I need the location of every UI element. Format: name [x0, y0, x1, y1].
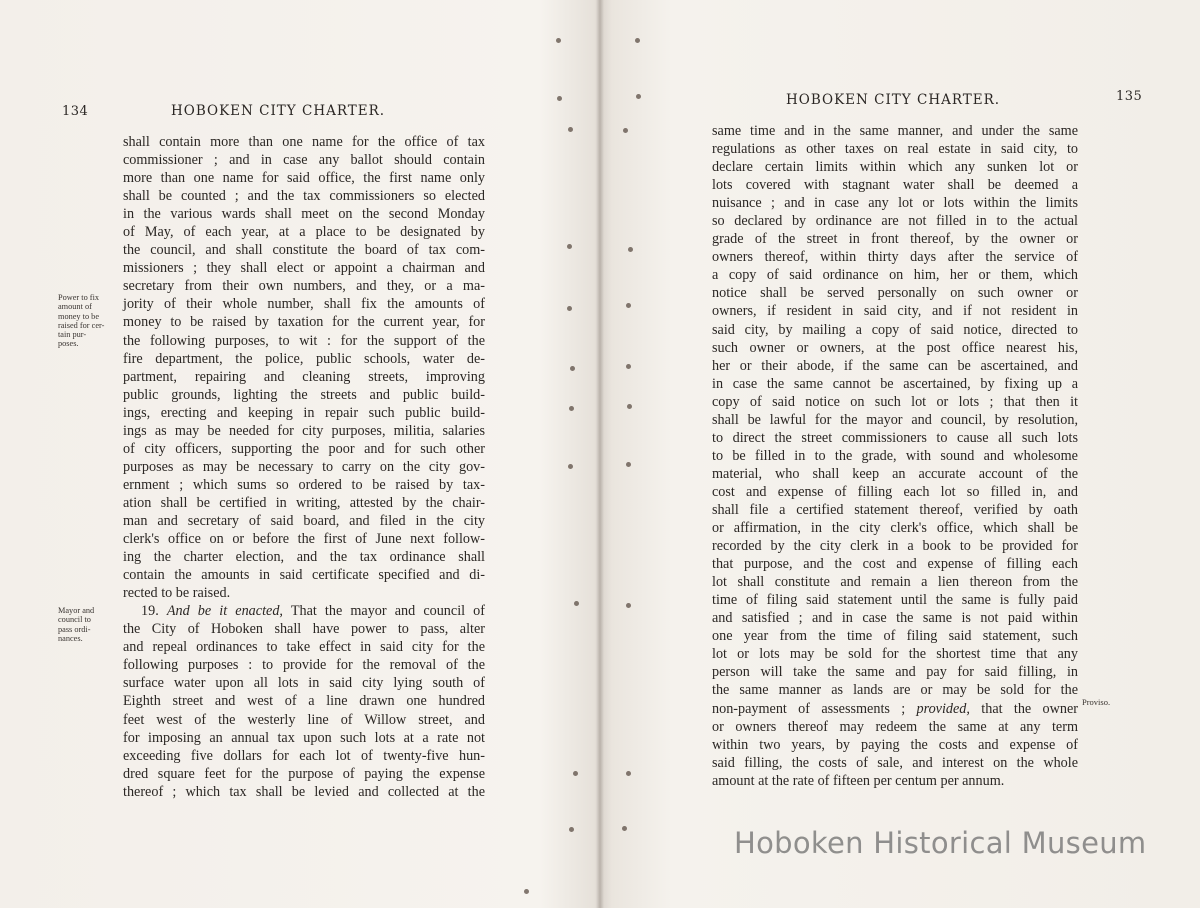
text-line: following purposes : to provide for the removal of the	[123, 657, 485, 674]
text-line: clerk's office on or before the first of June next follow-	[123, 531, 485, 548]
text-line: lot or lots may be sold for the shortest time that any	[712, 646, 1078, 663]
binding-hole	[568, 127, 573, 132]
text-line: declare certain limits within which any sunken lot or	[712, 159, 1078, 176]
binding-hole	[570, 366, 575, 371]
text-line: ings as may be needed for city purposes, militia, salaries	[123, 422, 485, 439]
right-running-head: HOBOKEN CITY CHARTER.	[786, 92, 1001, 108]
text-line: or owners thereof may redeem the same at any term	[712, 718, 1078, 735]
text-line: partment, repairing and cleaning streets, improving	[123, 368, 485, 385]
binding-hole	[627, 404, 632, 409]
left-body-text	[123, 133, 485, 801]
left-page-number: 134	[62, 104, 89, 119]
binding-hole	[628, 247, 633, 252]
sidenote-proviso: Proviso.	[1082, 697, 1111, 707]
text-line: a copy of said ordinance on him, her or them, which	[712, 267, 1078, 284]
binding-hole	[635, 38, 640, 43]
section-19-first-line	[123, 602, 485, 620]
text-line: ing the charter election, and the tax ordinance shall	[123, 549, 485, 566]
text-line: of city officers, supporting the poor and for such other	[123, 440, 485, 457]
binding-hole	[626, 462, 631, 467]
right-body-text	[712, 122, 1078, 790]
binding-hole	[626, 771, 631, 776]
text-line: shall contain more than one name for the office of tax	[123, 134, 485, 150]
section-first-line-rest: That the mayor and council of	[290, 603, 486, 620]
text-line: fire department, the police, public schools, water de-	[123, 350, 485, 367]
text-line: in the various wards shall meet on the second Monday	[123, 206, 485, 223]
left-page	[0, 0, 598, 908]
text-line: thereof ; which tax shall be levied and collected at the	[123, 783, 485, 800]
text-line: said city, by mailing a copy of said notice, directed to	[712, 321, 1078, 338]
text-line: such owner or owners, at the post office nearest his,	[712, 339, 1078, 356]
left-running-head: HOBOKEN CITY CHARTER.	[171, 103, 386, 119]
binding-hole	[626, 364, 631, 369]
text-line: one year from the time of filing said statement, such	[712, 628, 1078, 645]
binding-hole	[567, 306, 572, 311]
text-line: and satisfied ; and in case the same is not paid within	[712, 610, 1078, 627]
text-line: that purpose, and the cost and expense of filling each	[712, 556, 1078, 573]
text-line: shall file a certified statement thereof, verified by oath	[712, 501, 1078, 518]
right-page	[602, 0, 1200, 908]
section-number: 19.	[141, 603, 159, 620]
sidenote-mayor-and-council: Mayor and council to pass ordi- nances.	[58, 606, 95, 643]
text-line: feet west of the westerly line of Willow street, and	[123, 711, 485, 728]
text-line: material, who shall keep an accurate account of the	[712, 465, 1078, 482]
text-line: dred square feet for the purpose of paying the expense	[123, 765, 485, 782]
text-line: to direct the street commissioners to cause all such lots	[712, 429, 1078, 446]
binding-hole	[557, 96, 562, 101]
text-line: regulations as other taxes on real estate in said city, to	[712, 141, 1078, 158]
text-line: secretary from their own numbers, and they, or a ma-	[123, 278, 485, 295]
museum-watermark: Hoboken Historical Museum	[734, 826, 1147, 860]
binding-hole	[567, 244, 572, 249]
text-line: Eighth street and west of a line drawn one hundred	[123, 693, 485, 710]
text-line: ings, erecting and keeping in repair such public build-	[123, 404, 485, 421]
binding-hole	[574, 601, 579, 606]
text-line: lots covered with stagnant water shall be deemed a	[712, 177, 1078, 194]
text-line: recorded by the city clerk in a book to be provided for	[712, 538, 1078, 555]
text-line: lot shall constitute and remain a lien thereon from the	[712, 574, 1078, 591]
text-line: surface water upon all lots in said city lying south of	[123, 675, 485, 692]
text-line: shall be lawful for the mayor and council, by resolution,	[712, 411, 1078, 428]
text-line: copy of said notice on such lot or lots ; that then it	[712, 393, 1078, 410]
text-line: exceeding five dollars for each lot of twenty-five hun-	[123, 747, 485, 764]
text-line: owners thereof, within thirty days after the service of	[712, 249, 1078, 266]
right-page-number: 135	[1116, 89, 1143, 104]
text-line: commissioner ; and in case any ballot should contain	[123, 152, 485, 169]
text-line: said filling, the costs of sale, and interest on the whole	[712, 754, 1078, 771]
text-line: notice shall be served personally on such owner or	[712, 285, 1078, 302]
text-line: more than one name for said office, the first name only	[123, 170, 485, 187]
text-line: the council, and shall constitute the board of tax com-	[123, 242, 485, 259]
text-line: the City of Hoboken shall have power to pass, alter	[123, 621, 485, 638]
text-line: missioners ; they shall elect or appoint a chairman and	[123, 260, 485, 277]
text-line: man and secretary of said board, and filed in the city	[123, 512, 485, 529]
text-line: purposes as may be necessary to carry on the city gov-	[123, 458, 485, 475]
text-line: time of filing said statement until the same is fully paid	[712, 592, 1078, 609]
text-line: nuisance ; and in case any lot or lots within the limits	[712, 195, 1078, 212]
text-line: person will take the same and pay for said filling, in	[712, 664, 1078, 681]
text-line: within two years, by paying the costs and expense of	[712, 736, 1078, 753]
text-line: contain the amounts in said certificate specified and di-	[123, 567, 485, 584]
text-line: money to be raised by taxation for the current year, for	[123, 314, 485, 331]
sidenote-power-to-fix: Power to fix amount of money to be raised for cer- tain pur- poses.	[58, 293, 105, 349]
text-line: in case the same cannot be ascertained, by fixing up a	[712, 375, 1078, 392]
text-line: the following purposes, to wit : for the support of the	[123, 332, 485, 349]
text-line: cost and expense of filling each lot so filled in, and	[712, 483, 1078, 500]
binding-hole	[568, 464, 573, 469]
binding-hole	[626, 303, 631, 308]
binding-hole	[636, 94, 641, 99]
binding-hole	[569, 827, 574, 832]
text-line: owners, if resident in said city, and if not resident in	[712, 303, 1078, 320]
text-line: or affirmation, in the city clerk's office, which shall be	[712, 520, 1078, 537]
text-line: of May, of each year, at a place to be designated by	[123, 224, 485, 241]
text-line: same time and in the same manner, and under the same	[712, 123, 1078, 139]
text-line: so declared by ordinance are not filled in to the actual	[712, 213, 1078, 230]
binding-hole	[569, 406, 574, 411]
text-line: public grounds, lighting the streets and public build-	[123, 386, 485, 403]
binding-hole	[622, 826, 627, 831]
binding-hole	[524, 889, 529, 894]
proviso-line: non-payment of assessments ; provided, that the owner	[712, 700, 1078, 717]
binding-hole	[623, 128, 628, 133]
text-line: and repeal ordinances to take effect in said city for the	[123, 639, 485, 656]
binding-hole	[556, 38, 561, 43]
text-line: shall be counted ; and the tax commissioners so elected	[123, 188, 485, 205]
text-line: for imposing an annual tax upon such lots at a rate not	[123, 729, 485, 746]
text-line: amount at the rate of fifteen per centum per annum.	[712, 772, 1005, 789]
text-line: ation shall be certified in writing, attested by the chair-	[123, 494, 485, 511]
text-line: her or their abode, if the same can be ascertained, and	[712, 357, 1078, 374]
enacting-clause: And be it enacted,	[166, 603, 283, 620]
text-line: jority of their whole number, shall fix the amounts of	[123, 296, 485, 313]
text-line: to be filled in to the grade, with sound and wholesome	[712, 447, 1078, 464]
text-line: ernment ; which sums so ordered to be raised by tax-	[123, 476, 485, 493]
binding-hole	[573, 771, 578, 776]
text-line: the same manner as lands are or may be sold for the	[712, 682, 1078, 699]
text-line: rected to be raised.	[123, 585, 231, 602]
binding-hole	[626, 603, 631, 608]
text-line: grade of the street in front thereof, by the owner or	[712, 231, 1078, 248]
proviso-italic: provided,	[916, 700, 970, 717]
